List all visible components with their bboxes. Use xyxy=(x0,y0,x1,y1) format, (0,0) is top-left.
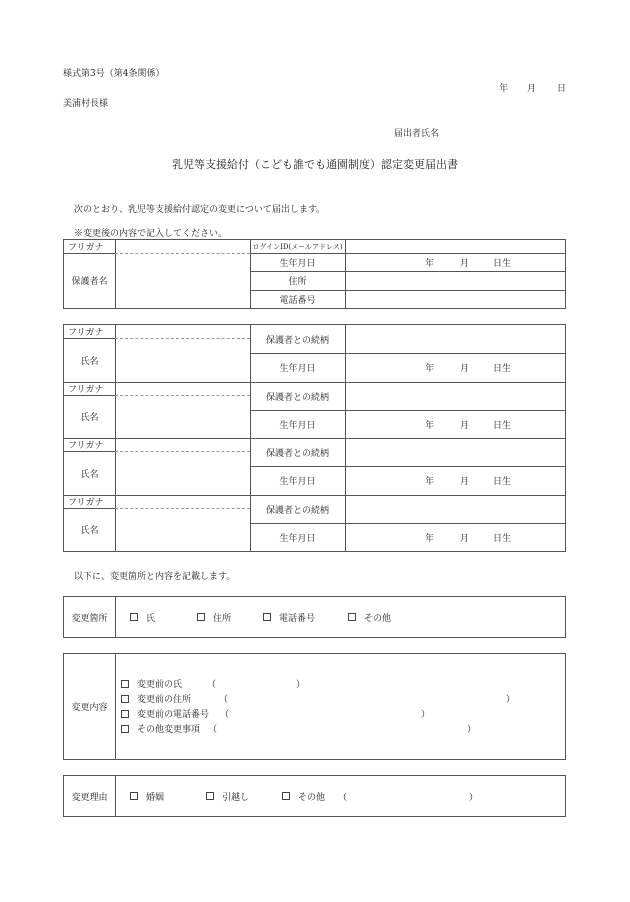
change-content-item[interactable] xyxy=(121,677,182,690)
child-relation-label: 保護者との続柄 xyxy=(265,505,329,516)
checkbox-icon[interactable] xyxy=(348,613,356,621)
checkbox-icon[interactable] xyxy=(121,680,129,688)
child-birth-day: 日生 xyxy=(493,364,512,374)
guardian-phone-label: 電話番号 xyxy=(279,295,316,306)
child-name-label: 氏名 xyxy=(80,356,99,367)
checkbox-icon[interactable] xyxy=(197,613,205,621)
child-birth-day: 日生 xyxy=(493,533,512,544)
open-paren: （ xyxy=(220,710,230,720)
addressee: 美浦村長様 xyxy=(63,99,109,109)
guardian-furigana-label: フリガナ xyxy=(68,243,104,253)
change-location-box xyxy=(63,596,566,638)
option-label: 引越し xyxy=(222,792,250,803)
child-furigana-label: フリガナ xyxy=(68,498,104,508)
checkbox-icon[interactable] xyxy=(130,613,138,621)
item-label: その他変更事項 xyxy=(137,725,201,735)
child-relation-label: 保護者との続柄 xyxy=(265,335,329,346)
close-paren: ） xyxy=(469,792,479,803)
child-birth-day: 日生 xyxy=(493,420,512,431)
open-paren: （ xyxy=(208,725,218,735)
change-reason-label: 変更理由 xyxy=(71,792,108,803)
checkbox-icon[interactable] xyxy=(121,725,129,733)
child-birthdate-label: 生年月日 xyxy=(279,533,316,544)
change-content-item[interactable] xyxy=(121,707,209,720)
change-location-option-other[interactable] xyxy=(348,597,391,637)
change-location-label: 変更箇所 xyxy=(71,613,108,624)
option-label: 婚姻 xyxy=(146,792,165,803)
guardian-birthdate-label: 生年月日 xyxy=(279,258,316,269)
child-furigana-label: フリガナ xyxy=(68,385,104,395)
checkbox-icon[interactable] xyxy=(121,695,129,703)
child-name-label: 氏名 xyxy=(80,526,99,536)
child-birth-year: 年 xyxy=(425,364,435,374)
open-paren: （ xyxy=(207,680,217,690)
change-content-item[interactable] xyxy=(121,722,200,735)
date-year-label: 年 xyxy=(499,84,509,94)
guardian-table xyxy=(63,239,566,309)
child-birth-year: 年 xyxy=(425,533,435,544)
child-furigana-label: フリガナ xyxy=(68,328,104,338)
children-table xyxy=(63,324,566,552)
child-birth-month: 月 xyxy=(460,420,470,431)
checkbox-icon[interactable] xyxy=(130,792,138,800)
option-label: その他 xyxy=(364,613,392,624)
guardian-birth-year: 年 xyxy=(425,258,435,269)
change-reason-box xyxy=(63,775,566,817)
form-title: 乳児等支援給付（こども誰でも通園制度）認定変更届出書 xyxy=(172,158,458,171)
close-paren: ） xyxy=(506,695,516,705)
option-label: 電話番号 xyxy=(279,613,316,624)
open-paren: （ xyxy=(219,695,229,705)
login-id-label: ログインID(メールアドレス) xyxy=(252,242,343,251)
child-birth-year: 年 xyxy=(425,477,435,487)
checkbox-icon[interactable] xyxy=(282,792,290,800)
child-furigana-label: フリガナ xyxy=(68,441,104,451)
change-location-option-address[interactable] xyxy=(197,597,231,637)
child-birth-month: 月 xyxy=(460,533,470,544)
child-relation-label: 保護者との続柄 xyxy=(265,392,329,403)
change-content-box xyxy=(63,653,566,760)
option-label: 住所 xyxy=(213,613,232,624)
checkbox-icon[interactable] xyxy=(121,710,129,718)
item-label: 変更前の氏 xyxy=(137,680,183,690)
change-content-item[interactable] xyxy=(121,692,191,705)
checkbox-icon[interactable] xyxy=(263,613,271,621)
change-content-label: 変更内容 xyxy=(71,703,108,713)
child-birthdate-label: 生年月日 xyxy=(279,420,316,431)
child-birth-month: 月 xyxy=(460,364,470,374)
guardian-birth-month: 月 xyxy=(460,258,470,269)
notifier-name-label: 届出者氏名 xyxy=(394,129,440,139)
child-birthdate-label: 生年月日 xyxy=(279,364,316,374)
date-day-label: 日 xyxy=(557,84,567,94)
intro-text: 次のとおり、乳児等支援給付認定の変更について届出します。 xyxy=(74,205,326,215)
guardian-name-label: 保護者名 xyxy=(71,277,108,287)
item-label: 変更前の電話番号 xyxy=(137,710,210,720)
option-label: その他 xyxy=(298,792,326,803)
change-note-text: 以下に、変更箇所と内容を記載します。 xyxy=(74,572,236,582)
change-location-option-name[interactable] xyxy=(130,597,155,637)
child-relation-label: 保護者との続柄 xyxy=(265,448,329,459)
child-birth-day: 日生 xyxy=(493,477,512,487)
close-paren: ） xyxy=(296,680,306,690)
checkbox-icon[interactable] xyxy=(206,792,214,800)
guardian-birth-day: 日生 xyxy=(493,258,512,269)
guardian-address-label: 住所 xyxy=(288,277,307,287)
item-label: 変更前の住所 xyxy=(137,695,192,705)
date-month-label: 月 xyxy=(527,84,537,94)
child-name-label: 氏名 xyxy=(80,413,99,423)
change-reason-option-moving[interactable] xyxy=(206,776,249,816)
change-reason-option-marriage[interactable] xyxy=(130,776,164,816)
child-birth-year: 年 xyxy=(425,420,435,431)
change-reason-option-other[interactable] xyxy=(282,776,325,816)
form-number: 様式第3号（第4条関係） xyxy=(63,69,165,79)
child-birthdate-label: 生年月日 xyxy=(279,477,316,487)
close-paren: ） xyxy=(421,710,431,720)
close-paren: ） xyxy=(467,725,477,735)
instruction-text: ※変更後の内容で記入してください。 xyxy=(74,229,228,239)
open-paren: （ xyxy=(338,792,348,803)
child-name-label: 氏名 xyxy=(80,469,99,480)
option-label: 氏 xyxy=(146,613,156,624)
child-birth-month: 月 xyxy=(460,477,470,487)
change-location-option-phone[interactable] xyxy=(263,597,315,637)
